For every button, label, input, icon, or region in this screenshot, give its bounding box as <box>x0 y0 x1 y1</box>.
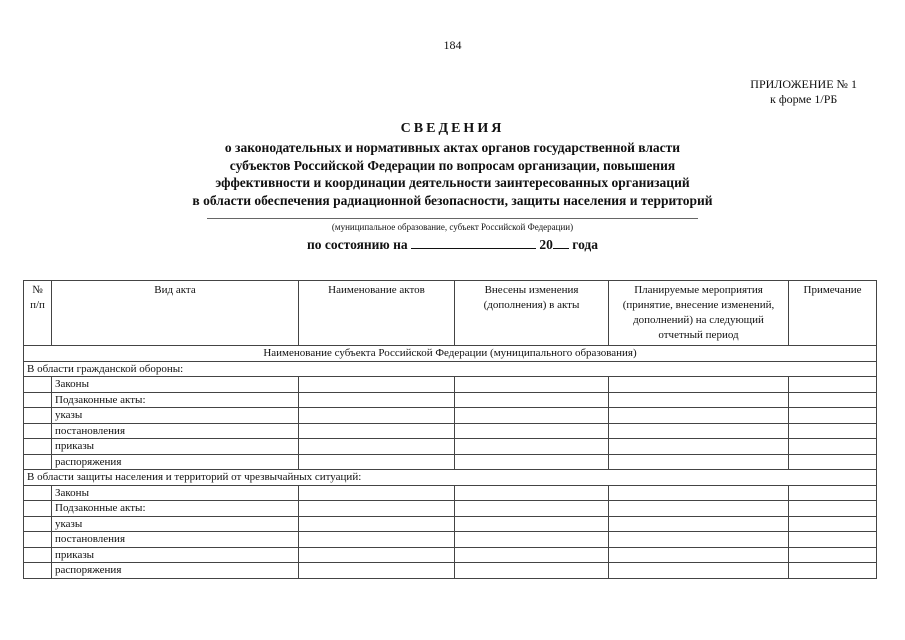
table-header-row <box>24 281 877 346</box>
row-label: постановления <box>52 532 299 548</box>
table-row <box>24 377 877 393</box>
table-row <box>24 454 877 470</box>
subtitle-line: о законодательных и нормативных актах органов государственной власти <box>224 140 681 155</box>
table-row <box>24 563 877 579</box>
page-number: 184 <box>443 38 462 52</box>
table-row <box>24 516 877 532</box>
section-row <box>24 470 877 486</box>
region-caption: (муниципальное образование, субъект Российской Федерации) <box>331 222 574 232</box>
table-row <box>24 547 877 563</box>
header-act-type: Вид акта <box>52 281 299 346</box>
table-row <box>24 439 877 455</box>
section-title: В области гражданской обороны: <box>24 361 877 377</box>
row-label: Законы <box>52 485 299 501</box>
table-row <box>24 408 877 424</box>
row-label: указы <box>52 516 299 532</box>
year-prefix: 20 <box>539 237 553 252</box>
header-changes: Внесены изменения (дополнения) в акты <box>455 281 609 346</box>
row-label: постановления <box>52 423 299 439</box>
row-label: указы <box>52 408 299 424</box>
header-num: № п/п <box>24 281 52 346</box>
table-row <box>24 501 877 517</box>
appendix-label: ПРИЛОЖЕНИЕ № 1 <box>750 77 857 91</box>
document-subtitle <box>0 139 905 209</box>
row-label: Подзаконные акты: <box>52 392 299 408</box>
subtitle-line: эффективности и координации деятельности заинтересованных организаций <box>215 175 690 190</box>
header-note: Примечание <box>789 281 877 346</box>
as-of-prefix: по состоянию на <box>306 237 408 252</box>
row-label: распоряжения <box>52 563 299 579</box>
table-row <box>24 392 877 408</box>
row-label: Законы <box>52 377 299 393</box>
as-of-date-line <box>0 236 905 253</box>
acts-table <box>23 280 877 579</box>
subtitle-line: субъектов Российской Федерации по вопросам организации, повышения <box>229 157 676 173</box>
date-blank <box>411 236 536 249</box>
row-label: приказы <box>52 439 299 455</box>
header-planned: Планируемые мероприятия (принятие, внесение изменений, дополнений) на следующий отчетный период <box>609 281 789 346</box>
row-label: Подзаконные акты: <box>52 501 299 517</box>
appendix-block <box>750 77 857 107</box>
row-label: приказы <box>52 547 299 563</box>
document-title: СВЕДЕНИЯ <box>400 121 505 136</box>
header-act-name: Наименование актов <box>299 281 455 346</box>
appendix-form-ref: к форме 1/РБ <box>770 92 838 106</box>
as-of-suffix: года <box>572 237 599 252</box>
table-row <box>24 532 877 548</box>
year-blank <box>553 236 569 249</box>
row-label: распоряжения <box>52 454 299 470</box>
section-title: В области защиты населения и территорий от чрезвычайных ситуаций: <box>24 470 877 486</box>
section-row <box>24 361 877 377</box>
table-row <box>24 485 877 501</box>
table-row <box>24 423 877 439</box>
subject-row <box>24 346 877 362</box>
subtitle-line: в области обеспечения радиационной безопасности, защиты населения и территорий <box>192 192 713 208</box>
subject-row-label: Наименование субъекта Российской Федерации (муниципального образования) <box>24 346 877 362</box>
region-fill-line <box>207 218 698 219</box>
